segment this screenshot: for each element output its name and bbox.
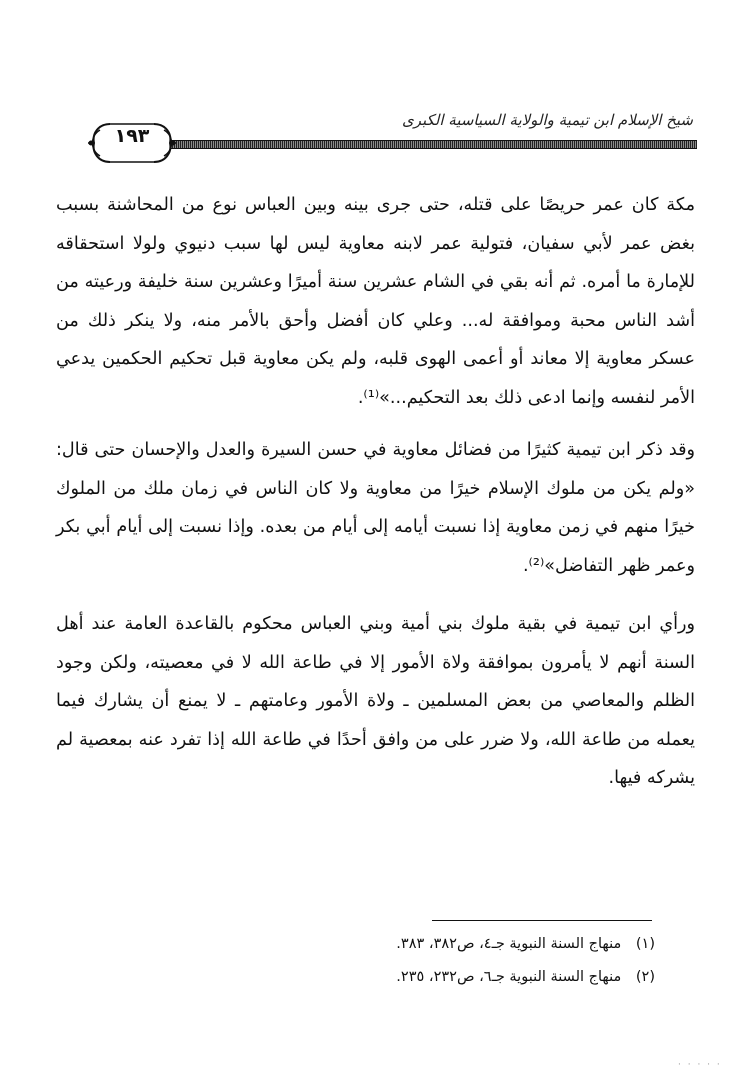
body-text: [56, 186, 695, 814]
footnote-number: (٢): [635, 969, 655, 985]
footnote: [235, 928, 655, 961]
page-number: ١٩٣: [114, 125, 150, 147]
header-rule: [170, 140, 697, 149]
footnote-text: منهاج السنة النبوية جـ٤، ص٣٨٢، ٣٨٣.: [396, 936, 622, 952]
footnote: [235, 961, 655, 994]
margin-marks: · · · · ·: [678, 1060, 722, 1070]
running-title: شيخ الإسلام ابن تيمية والولاية السياسية الكبرى: [401, 111, 693, 129]
paragraph: وقد ذكر ابن تيمية كثيرًا من فضائل معاوية في حسن السيرة والعدل والإحسان حتى قال: «ولم يكن من ملوك الإسلام خيرًا من معاوية ولا كان الناس في زمان ملك من الملوك خيرًا منهم في زمن معاوية إذا نسبت أيامه إلى أيام من بعده. وإذا نسبت إلى أيام أبي بكر وعمر ظهر التفاضل»⁽²⁾.: [56, 440, 695, 576]
footnote-number: (١): [635, 936, 655, 952]
paragraph: ورأي ابن تيمية في بقية ملوك بني أمية وبني العباس محكوم بالقاعدة العامة عند أهل السنة أنهم لا يأمرون بموافقة ولاة الأمور إلا في طاعة الله لا في معصيته، ولكن وجود الظلم والمعاصي من بعض المسلمين ـ ولاة الأمور وعامتهم ـ لا يمنع أن يشارك فيما يعمله من طاعة الله، ولا ضرر على من وافق أحدًا في طاعة الله إذا تفرد عنه بمعصية لم يشركه فيها.: [56, 614, 695, 788]
paragraph: مكة كان عمر حريصًا على قتله، حتى جرى بينه وبين العباس نوع من المحاشنة بسبب بغض عمر لأبي سفيان، فتولية عمر لابنه معاوية ليس لها سبب دنيوي ولولا استحقاقه للإمارة ما أمره. ثم أنه بقي في الشام عشرين سنة أميرًا وعشرين سنة خليفة ورعيته من أشد الناس محبة وموافقة له... وعلي كان أفضل وأحق بالأمر منه، ولا ينكر ذلك من عسكر معاوية إلا معاند أو أعمى الهوى قلبه، ولم يكن معاوية قبل تحكيم الحكمين يدعي الأمر لنفسه وإنما ادعى ذلك بعد التحكيم...»⁽¹⁾.: [56, 195, 695, 408]
footnotes: [235, 928, 655, 994]
footnote-separator: [432, 920, 652, 921]
footnote-text: منهاج السنة النبوية جـ٦، ص٢٣٢، ٢٣٥.: [396, 969, 622, 985]
